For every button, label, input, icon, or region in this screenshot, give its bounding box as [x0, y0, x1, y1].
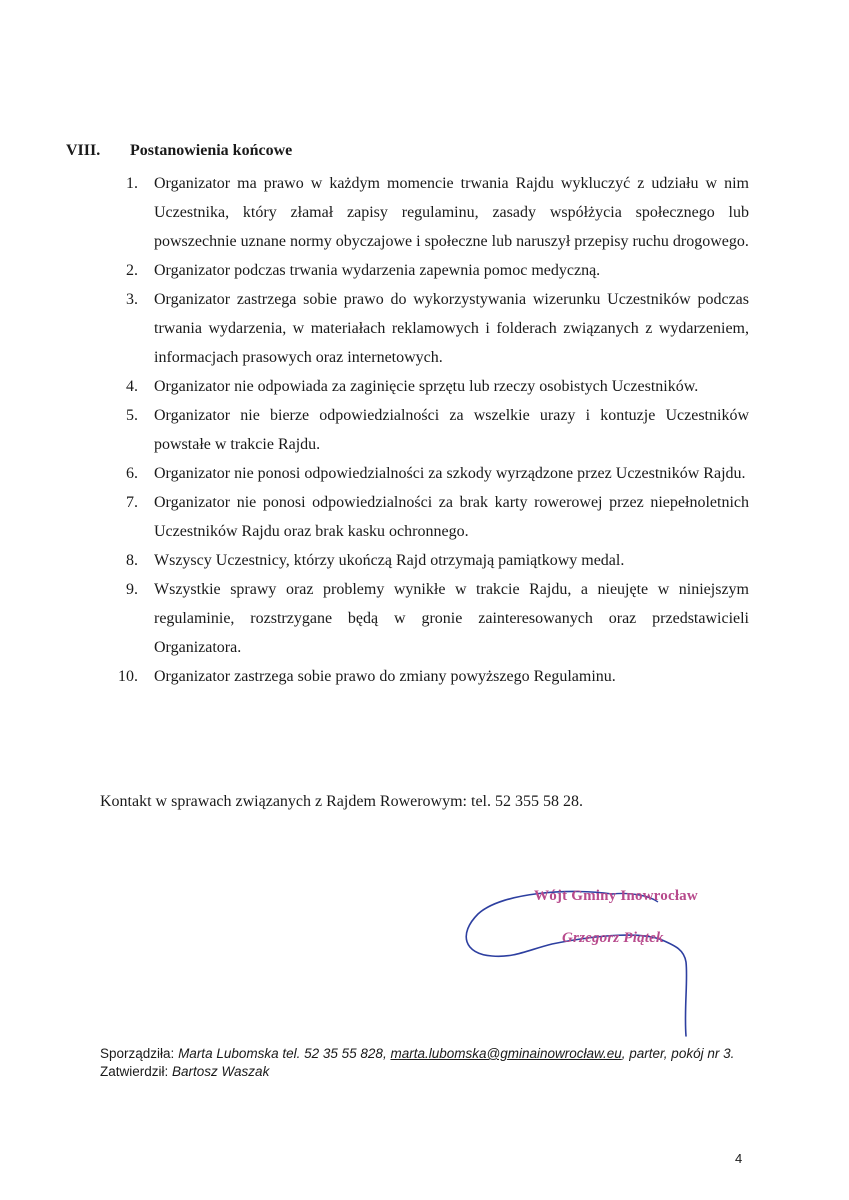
- approved-by-label: Zatwierdził:: [100, 1064, 169, 1079]
- list-item-number: 10.: [118, 668, 138, 685]
- page-number: 4: [735, 1151, 743, 1166]
- document-footer: [100, 1045, 755, 1081]
- list-item-text: Organizator zastrzega sobie prawo do wykorzystywania wizerunku Uczestników podczas trwania wydarzenia, w materiałach reklamowych i folderach związanych z wydarzeniem, informacjach prasowych oraz internetowych.: [154, 291, 749, 366]
- provisions-list: [118, 169, 749, 691]
- list-item: [122, 372, 749, 401]
- list-item: [122, 488, 749, 546]
- list-item-text: Wszystkie sprawy oraz problemy wynikłe w trakcie Rajdu, a nieujęte w niniejszym regulaminie, rozstrzygane będą w gronie zainteresowanych oraz przedstawicieli Organizatora.: [154, 581, 749, 656]
- list-item: [122, 169, 749, 256]
- list-item-number: 9.: [126, 581, 138, 598]
- list-item-number: 3.: [126, 291, 138, 308]
- list-item-text: Organizator nie bierze odpowiedzialności za wszelkie urazy i kontuzje Uczestników powstałe w trakcie Rajdu.: [154, 407, 749, 453]
- list-item-number: 2.: [126, 262, 138, 279]
- list-item-text: Organizator nie ponosi odpowiedzialności za szkody wyrządzone przez Uczestników Rajdu.: [154, 465, 746, 482]
- list-item: [122, 285, 749, 372]
- section-title: Postanowienia końcowe: [130, 142, 293, 159]
- list-item-number: 1.: [126, 175, 138, 192]
- approved-by-value: Bartosz Waszak: [172, 1064, 270, 1079]
- list-item-text: Wszyscy Uczestnicy, którzy ukończą Rajd otrzymają pamiątkowy medal.: [154, 552, 625, 569]
- stamp-office-title: Wójt Gminy Inowrocław: [534, 888, 698, 904]
- list-item-text: Organizator podczas trwania wydarzenia zapewnia pomoc medyczną.: [154, 262, 601, 279]
- list-item-text: Organizator ma prawo w każdym momencie trwania Rajdu wykluczyć z udziału w nim Uczestnika, który złamał zapisy regulaminu, zasady współżycia społecznego lub powszechnie uznane normy obyczajowe i społeczne lub naruszył przepisy ruchu drogowego.: [154, 175, 749, 250]
- prepared-by-line: [100, 1045, 755, 1063]
- list-item-number: 4.: [126, 378, 138, 395]
- list-item-number: 5.: [126, 407, 138, 424]
- list-item: [122, 256, 749, 285]
- section-number: VIII.: [66, 142, 101, 159]
- list-item-number: 7.: [126, 494, 138, 511]
- prepared-by-location: , parter, pokój nr 3.: [621, 1046, 735, 1061]
- list-item-number: 6.: [126, 465, 138, 482]
- stamp-name: Grzegorz Piątek: [562, 930, 664, 946]
- list-item-text: Organizator zastrzega sobie prawo do zmiany powyższego Regulaminu.: [154, 668, 616, 685]
- list-item: [122, 575, 749, 662]
- list-item-text: Organizator nie odpowiada za zaginięcie sprzętu lub rzeczy osobistych Uczestników.: [154, 378, 699, 395]
- contact-line: Kontakt w sprawach związanych z Rajdem Rowerowym: tel. 52 355 58 28.: [100, 793, 583, 810]
- list-item-number: 8.: [126, 552, 138, 569]
- email-link[interactable]: marta.lubomska@gminainowrocław.eu: [390, 1046, 622, 1061]
- list-item: [122, 401, 749, 459]
- list-item: [122, 459, 749, 488]
- prepared-by-value: Marta Lubomska tel. 52 35 55 828,: [178, 1046, 387, 1061]
- list-item-text: Organizator nie ponosi odpowiedzialności za brak karty rowerowej przez niepełnoletnich Uczestników Rajdu oraz brak kasku ochronnego.: [154, 494, 749, 540]
- signature-stamp: [462, 880, 732, 1040]
- list-item: [118, 662, 749, 691]
- prepared-by-label: Sporządziła:: [100, 1046, 175, 1061]
- list-item: [122, 546, 749, 575]
- approved-by-line: [100, 1063, 755, 1081]
